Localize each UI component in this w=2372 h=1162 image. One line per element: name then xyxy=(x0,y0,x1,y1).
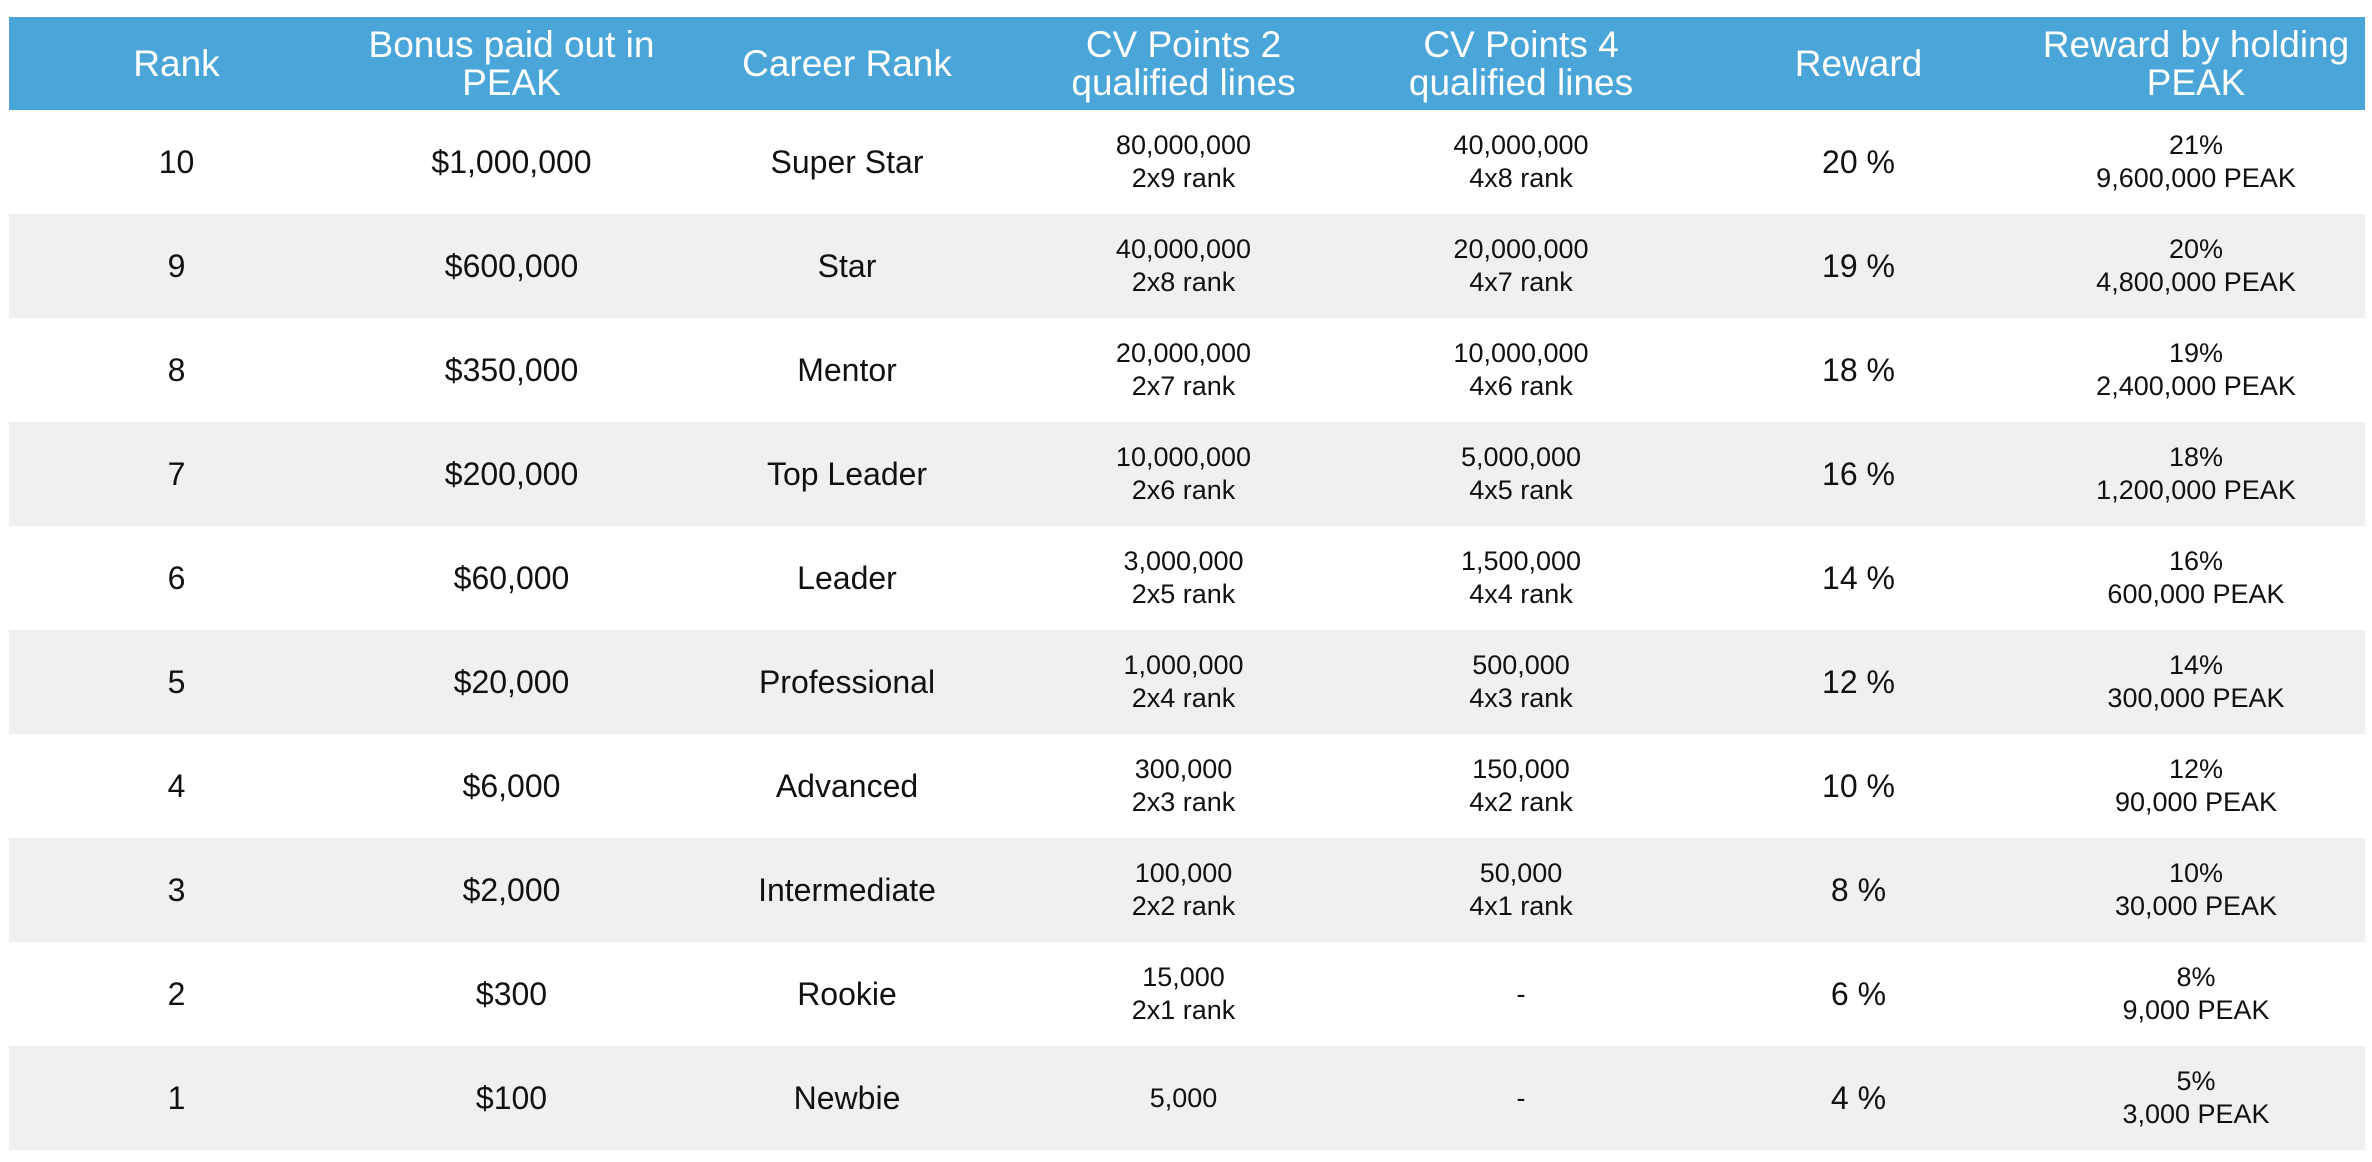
table-row xyxy=(9,214,2365,318)
table-row xyxy=(9,422,2365,526)
bonus-cell xyxy=(344,422,679,526)
bonus-bonus-text: $200,000 xyxy=(444,456,579,492)
cv-points-4-cell xyxy=(1352,1046,1690,1150)
cv-points-2-cv2-points-text: 20,000,000 xyxy=(1115,338,1252,368)
cv-points-4-cv4-points-text: 500,000 xyxy=(1472,650,1570,680)
reward-holding-cell xyxy=(2027,838,2365,942)
bonus-bonus-text: $100 xyxy=(475,1080,548,1116)
reward-holding-hold-peak-text: 30,000 PEAK xyxy=(2114,891,2278,921)
cv-points-2-cell xyxy=(1015,630,1352,734)
cv-points-4-cv4-rank-text: 4x7 rank xyxy=(1469,267,1573,297)
cv-points-4-cell xyxy=(1352,110,1690,214)
rank-cell xyxy=(9,214,344,318)
table-row xyxy=(9,734,2365,838)
bonus-cell xyxy=(344,734,679,838)
reward-cell xyxy=(1690,1046,2027,1150)
bonus-bonus-text: $1,000,000 xyxy=(431,144,592,180)
reward-holding-hold-pct-text: 16% xyxy=(2168,546,2224,576)
career-rank-career-text: Top Leader xyxy=(766,456,928,492)
cv-points-4-cell xyxy=(1352,214,1690,318)
rank-rank-text: 8 xyxy=(167,352,186,388)
reward-holding-cell xyxy=(2027,942,2365,1046)
rank-cell xyxy=(9,734,344,838)
reward-holding-hold-peak-text: 300,000 PEAK xyxy=(2107,683,2285,713)
reward-holding-cell xyxy=(2027,110,2365,214)
cv-points-2-cell xyxy=(1015,942,1352,1046)
cv-points-4-cv4-rank-text: 4x6 rank xyxy=(1469,371,1573,401)
cv-points-2-cell xyxy=(1015,526,1352,630)
career-rank-career-text: Advanced xyxy=(775,768,919,804)
bonus-bonus-text: $300 xyxy=(475,976,548,1012)
cv-points-4-cv4-rank-text: 4x8 rank xyxy=(1469,163,1573,193)
header-career-rank: Career Rank xyxy=(742,42,952,84)
reward-holding-cell xyxy=(2027,214,2365,318)
rank-rank-text: 5 xyxy=(167,664,186,700)
cv-points-2-cell xyxy=(1015,1046,1352,1150)
bonus-cell xyxy=(344,110,679,214)
bonus-bonus-text: $2,000 xyxy=(462,872,561,908)
reward-reward-text: 4 % xyxy=(1830,1080,1887,1116)
cv-points-2-cv2-rank-text: 2x9 rank xyxy=(1131,163,1236,193)
cv-points-2-cv2-rank-text: 2x3 rank xyxy=(1131,787,1236,817)
career-rank-career-text: Rookie xyxy=(797,976,897,1012)
reward-cell xyxy=(1690,734,2027,838)
header-reward-holding: Reward by holding PEAK xyxy=(2042,23,2350,103)
career-rank-career-text: Super Star xyxy=(770,144,924,180)
career-rank-career-text: Professional xyxy=(758,664,936,700)
reward-holding-cell xyxy=(2027,734,2365,838)
rank-cell xyxy=(9,838,344,942)
table-row xyxy=(9,942,2365,1046)
rank-rank-text: 3 xyxy=(167,872,186,908)
table-row xyxy=(9,110,2365,214)
career-rank-table xyxy=(9,17,2365,1150)
cv-points-2-cv2-rank-text: 2x7 rank xyxy=(1131,371,1236,401)
bonus-bonus-text: $600,000 xyxy=(444,248,579,284)
reward-holding-hold-peak-text: 9,600,000 PEAK xyxy=(2096,163,2296,193)
cv-points-4-cv4-points-text: 20,000,000 xyxy=(1453,234,1589,264)
reward-holding-hold-pct-text: 20% xyxy=(2168,234,2224,264)
reward-cell xyxy=(1690,214,2027,318)
rank-cell xyxy=(9,422,344,526)
cv-points-2-cv2-points-text: 15,000 xyxy=(1142,962,1225,992)
reward-cell xyxy=(1690,110,2027,214)
reward-cell xyxy=(1690,630,2027,734)
career-rank-career-text: Intermediate xyxy=(758,872,936,908)
cv-points-2-cv2-points-text: 3,000,000 xyxy=(1123,546,1244,576)
reward-reward-text: 16 % xyxy=(1822,456,1895,492)
reward-cell xyxy=(1690,422,2027,526)
table-row xyxy=(9,1046,2365,1150)
cv-points-4-cell xyxy=(1352,526,1690,630)
cv-points-4-cv4-points-text: 150,000 xyxy=(1472,754,1570,784)
bonus-cell xyxy=(344,838,679,942)
bonus-bonus-text: $350,000 xyxy=(444,352,579,388)
reward-holding-cell xyxy=(2027,630,2365,734)
cv-points-2-cell xyxy=(1015,110,1352,214)
rank-rank-text: 1 xyxy=(167,1080,186,1116)
cv-points-2-cell xyxy=(1015,734,1352,838)
cv-points-2-cv2-points-text: 1,000,000 xyxy=(1123,650,1244,680)
cv-points-4-cv4-rank-text: 4x4 rank xyxy=(1469,579,1573,609)
header-row xyxy=(9,17,2365,110)
cv-points-2-cell xyxy=(1015,422,1352,526)
rank-cell xyxy=(9,942,344,1046)
cv-points-2-cv2-points-text: 100,000 xyxy=(1134,858,1233,888)
reward-holding-hold-peak-text: 4,800,000 PEAK xyxy=(2096,267,2296,297)
cv-points-2-cv2-points-text: 10,000,000 xyxy=(1115,442,1252,472)
reward-holding-hold-pct-text: 19% xyxy=(2168,338,2224,368)
bonus-bonus-text: $60,000 xyxy=(453,560,570,596)
cv-points-4-cv4-points-text: - xyxy=(1516,978,1526,1009)
header-reward: Reward xyxy=(1794,42,1923,84)
cv-points-2-cell xyxy=(1015,838,1352,942)
reward-holding-hold-pct-text: 12% xyxy=(2168,754,2224,784)
header-rank: Rank xyxy=(133,42,220,84)
cv-points-2-cell xyxy=(1015,318,1352,422)
rank-rank-text: 7 xyxy=(167,456,186,492)
career-rank-career-text: Newbie xyxy=(793,1080,901,1116)
reward-reward-text: 6 % xyxy=(1830,976,1887,1012)
cv-points-2-cv2-rank-text: 2x4 rank xyxy=(1131,683,1236,713)
reward-holding-cell xyxy=(2027,1046,2365,1150)
reward-cell xyxy=(1690,318,2027,422)
career-rank-cell xyxy=(679,734,1015,838)
career-rank-career-text: Leader xyxy=(797,560,897,596)
bonus-bonus-text: $20,000 xyxy=(453,664,570,700)
reward-reward-text: 8 % xyxy=(1830,872,1887,908)
rank-rank-text: 6 xyxy=(167,560,186,596)
reward-holding-hold-peak-text: 90,000 PEAK xyxy=(2114,787,2278,817)
rank-rank-text: 4 xyxy=(167,768,186,804)
reward-holding-hold-pct-text: 5% xyxy=(2176,1066,2216,1096)
reward-reward-text: 19 % xyxy=(1822,248,1895,284)
reward-holding-hold-peak-text: 600,000 PEAK xyxy=(2107,579,2285,609)
rank-cell xyxy=(9,318,344,422)
cv-points-2-cv2-rank-text: 2x2 rank xyxy=(1131,891,1236,921)
table-header xyxy=(9,17,2365,110)
cv-points-4-cv4-points-text: 10,000,000 xyxy=(1453,338,1589,368)
rank-cell xyxy=(9,630,344,734)
reward-holding-cell xyxy=(2027,318,2365,422)
reward-reward-text: 20 % xyxy=(1822,144,1895,180)
career-rank-cell xyxy=(679,110,1015,214)
career-rank-cell xyxy=(679,526,1015,630)
reward-holding-hold-peak-text: 2,400,000 PEAK xyxy=(2096,371,2296,401)
career-rank-cell xyxy=(679,942,1015,1046)
reward-holding-hold-pct-text: 18% xyxy=(2168,442,2224,472)
reward-reward-text: 18 % xyxy=(1822,352,1895,388)
career-rank-cell xyxy=(679,1046,1015,1150)
reward-holding-hold-pct-text: 10% xyxy=(2168,858,2224,888)
reward-holding-hold-pct-text: 21% xyxy=(2168,130,2224,160)
table-row xyxy=(9,526,2365,630)
cv-points-2-cv2-points-text: 300,000 xyxy=(1134,754,1233,784)
header-bonus: Bonus paid out in PEAK xyxy=(368,23,655,103)
bonus-cell xyxy=(344,214,679,318)
career-rank-cell xyxy=(679,630,1015,734)
cv-points-4-cell xyxy=(1352,422,1690,526)
reward-cell xyxy=(1690,526,2027,630)
career-rank-cell xyxy=(679,214,1015,318)
bonus-cell xyxy=(344,1046,679,1150)
reward-holding-hold-peak-text: 3,000 PEAK xyxy=(2122,1099,2270,1129)
header-cv-points-4: CV Points 4 qualified lines xyxy=(1408,23,1634,103)
rank-rank-text: 2 xyxy=(167,976,186,1012)
cv-points-4-cv4-points-text: 1,500,000 xyxy=(1460,546,1582,576)
cv-points-4-cell xyxy=(1352,318,1690,422)
career-rank-cell xyxy=(679,318,1015,422)
rank-rank-text: 10 xyxy=(158,144,195,180)
cv-points-4-cell xyxy=(1352,734,1690,838)
rank-cell xyxy=(9,1046,344,1150)
rank-rank-text: 9 xyxy=(167,248,186,284)
cv-points-2-cv2-points-text: 80,000,000 xyxy=(1115,130,1252,160)
reward-holding-hold-peak-text: 1,200,000 PEAK xyxy=(2096,475,2296,505)
rank-cell xyxy=(9,526,344,630)
reward-cell xyxy=(1690,838,2027,942)
cv-points-4-cv4-rank-text: 4x1 rank xyxy=(1469,891,1573,921)
header-cv-points-2: CV Points 2 qualified lines xyxy=(1071,23,1296,103)
cv-points-4-cell xyxy=(1352,630,1690,734)
cv-points-2-cv2-rank-text: 2x8 rank xyxy=(1131,267,1236,297)
cv-points-2-cell xyxy=(1015,214,1352,318)
reward-reward-text: 10 % xyxy=(1822,768,1895,804)
cv-points-4-cell xyxy=(1352,942,1690,1046)
reward-holding-hold-pct-text: 14% xyxy=(2168,650,2224,680)
cv-points-2-cv2-rank-text: 2x5 rank xyxy=(1131,579,1236,609)
bonus-cell xyxy=(344,526,679,630)
career-rank-career-text: Mentor xyxy=(797,352,897,388)
reward-holding-cell xyxy=(2027,422,2365,526)
table-row xyxy=(9,838,2365,942)
cv-points-2-cv2-points-text: 40,000,000 xyxy=(1115,234,1252,264)
career-rank-cell xyxy=(679,422,1015,526)
reward-holding-hold-pct-text: 8% xyxy=(2176,962,2216,992)
reward-reward-text: 12 % xyxy=(1822,664,1895,700)
cv-points-4-cell xyxy=(1352,838,1690,942)
bonus-cell xyxy=(344,630,679,734)
bonus-bonus-text: $6,000 xyxy=(462,768,561,804)
cv-points-4-cv4-rank-text: 4x2 rank xyxy=(1469,787,1573,817)
cv-points-2-cv2-rank-text: 2x1 rank xyxy=(1131,995,1236,1025)
cv-points-4-cv4-points-text: 40,000,000 xyxy=(1453,130,1589,160)
career-rank-cell xyxy=(679,838,1015,942)
reward-holding-hold-peak-text: 9,000 PEAK xyxy=(2122,995,2270,1025)
table-body xyxy=(9,110,2365,1150)
cv-points-4-cv4-rank-text: 4x3 rank xyxy=(1469,683,1573,713)
cv-points-4-cv4-rank-text: 4x5 rank xyxy=(1469,475,1573,505)
cv-points-4-cv4-points-text: - xyxy=(1516,1082,1526,1113)
reward-reward-text: 14 % xyxy=(1822,560,1895,596)
cv-points-2-cv2-points-text: 5,000 xyxy=(1149,1082,1218,1113)
career-rank-career-text: Star xyxy=(817,248,877,284)
bonus-cell xyxy=(344,318,679,422)
table-row xyxy=(9,318,2365,422)
rank-cell xyxy=(9,110,344,214)
reward-holding-cell xyxy=(2027,526,2365,630)
career-rank-table-container xyxy=(9,17,2365,1150)
cv-points-4-cv4-points-text: 50,000 xyxy=(1479,858,1563,888)
cv-points-2-cv2-rank-text: 2x6 rank xyxy=(1131,475,1236,505)
cv-points-4-cv4-points-text: 5,000,000 xyxy=(1460,442,1582,472)
reward-cell xyxy=(1690,942,2027,1046)
bonus-cell xyxy=(344,942,679,1046)
table-row xyxy=(9,630,2365,734)
